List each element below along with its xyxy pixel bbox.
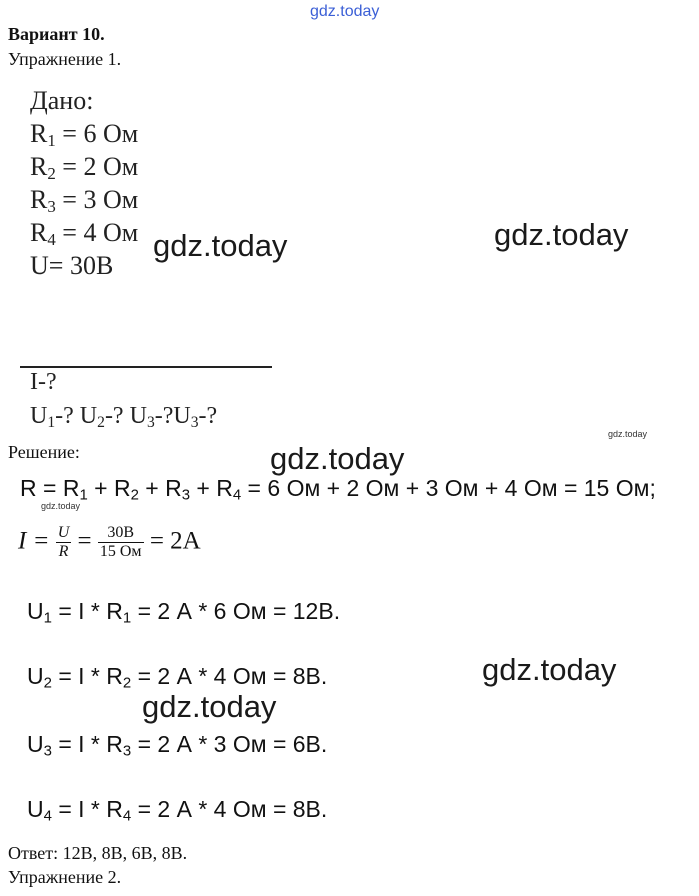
exercise-title: Упражнение 1.	[8, 49, 122, 69]
given-r2: $R_2 = 2$ Ом	[30, 152, 139, 184]
next-exercise-title: Упражнение 2.	[8, 867, 122, 887]
watermark-small-2: gdz.today	[41, 501, 81, 511]
watermark-4: gdz.today	[482, 652, 617, 687]
watermark-5: gdz.today	[142, 689, 277, 724]
given-divider	[20, 366, 272, 368]
answer-text: Ответ: 12В, 8В, 6В, 8В.	[8, 843, 188, 863]
given-r3: $R_3 = 3$ Ом	[30, 185, 139, 217]
watermark-1: gdz.today	[153, 228, 288, 263]
equation-u3: $U_3 = I * R_3 = 2$ А * 3 Ом = 6В.	[27, 731, 328, 760]
equation-u4: $U_4 = I * R_4 = 2$ А * 4 Ом = 8В.	[27, 796, 328, 825]
given-u: U= 30В	[30, 251, 114, 280]
equation-u2: $U_2 = I * R_2 = 2$ А * 4 Ом = 8В.	[27, 663, 328, 692]
equation-total-resistance: $R = R_1 + R_2 + R_3 + R_4 = 6$ Ом + 2 Ом + 3 Ом + 4 Ом = 15 Ом;	[20, 475, 656, 504]
watermark-2: gdz.today	[494, 217, 629, 252]
fraction-u-over-r: $\frac{U}{R}$	[57, 524, 70, 561]
find-voltages: $U_1-$? $U_2-$? $U_3-?U_3-$?	[30, 403, 218, 431]
watermark-3: gdz.today	[270, 441, 405, 476]
watermark-top: gdz.today	[310, 3, 380, 20]
given-title: Дано:	[30, 86, 94, 115]
given-r4: $R_4 = 4$ Ом	[30, 218, 139, 250]
equation-current: I = $\frac{U}{R}$ = $\frac{30В}{15 Ом}$ = 2А	[18, 524, 201, 561]
fraction-values: $\frac{30В}{15 Ом}$	[99, 524, 142, 561]
solution-label: Решение:	[8, 442, 80, 462]
watermark-small-1: gdz.today	[608, 429, 648, 439]
given-r1: $R_1 = 6$ Ом	[30, 119, 139, 151]
given-block	[30, 84, 138, 282]
equation-u1: $U_1 = I * R_1 = 2$ А * 6 Ом = 12В.	[27, 598, 341, 627]
find-current: I-?	[30, 369, 57, 395]
variant-title: Вариант 10.	[8, 24, 105, 44]
